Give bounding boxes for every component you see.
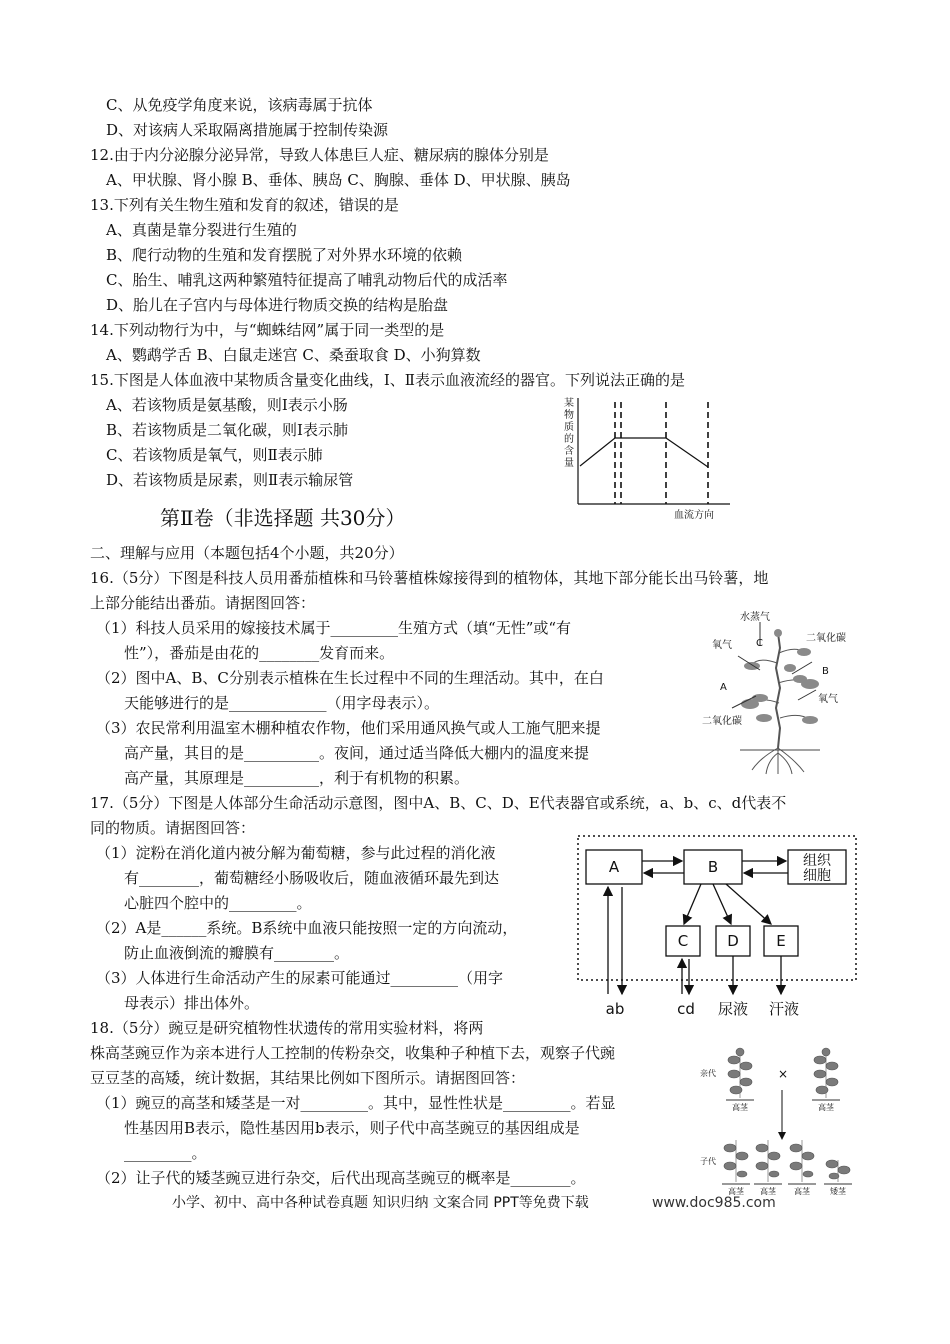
- label-d: D: [727, 932, 739, 950]
- q16-part1: （1）科技人员采用的嫁接技术属于_________生殖方式（填“无性”或“有: [96, 619, 572, 637]
- q17-part1-cont: 有________，葡萄糖经小肠吸收后，随血液循环最先到达: [124, 869, 500, 887]
- child-label: 子代: [700, 1157, 716, 1166]
- graph-ylabel-char: 物: [564, 410, 574, 421]
- graph-ylabel-char: 含: [564, 446, 574, 457]
- q16-stem: 16.（5分）下图是科技人员用番茄植株和马铃薯植株嫁接得到的植物体，其地下部分能长出马铃薯，地: [90, 569, 769, 587]
- q16-part1-cont: 性”），番茄是由花的________发育而来。: [124, 644, 395, 662]
- q17-stem: 17.（5分）下图是人体部分生命活动示意图，图中A、B、C、D、E代表器官或系统，a、b、c、d代表不: [90, 794, 787, 812]
- q16-part2: （2）图中A、B、C分别表示植株在生长过程中不同的生理活动。其中，在白: [96, 669, 604, 687]
- graph-ylabel: [564, 396, 574, 469]
- body-systems-diagram: [576, 834, 860, 1024]
- label-c: C: [677, 932, 689, 950]
- q17-part2: （2）A是______系统。B系统中血液只能按照一定的方向流动，: [96, 919, 518, 937]
- child-tall-label: 高茎: [760, 1187, 776, 1196]
- q15-option-a: A、若该物质是氨基酸，则Ⅰ表示小肠: [106, 396, 348, 414]
- graph-curve: [580, 438, 708, 467]
- part2-title: 第Ⅱ卷（非选择题 共30分）: [160, 506, 406, 530]
- grafted-plant-figure: [700, 608, 868, 778]
- fig-oxygen-label: 氧气: [712, 640, 732, 651]
- q17-stem-cont: 同的物质。请据图回答：: [90, 819, 256, 837]
- graph-ylabel-char: 某: [564, 398, 574, 409]
- fig-co2-label-2: 二氧化碳: [702, 716, 742, 727]
- q18-stem: 18.（5分）豌豆是研究植物性状遗传的常用实验材料，将两: [90, 1019, 484, 1037]
- q18-stem-cont: 株高茎豌豆作为亲本进行人工控制的传粉杂交，收集种子种植下去，观察子代豌: [90, 1044, 616, 1062]
- q15-stem: 15.下图是人体血液中某物质含量变化曲线，Ⅰ、Ⅱ表示血液流经的器官。下列说法正确的是: [90, 371, 685, 389]
- q13-option-a: A、真菌是靠分裂进行生殖的: [106, 221, 297, 239]
- q14-options: A、鹦鹉学舌 B、白鼠走迷宫 C、桑蚕取食 D、小狗算数: [106, 346, 481, 364]
- label-urine: 尿液: [717, 1000, 749, 1018]
- fig-co2-label: 二氧化碳: [806, 633, 846, 644]
- q18-stem-cont2: 豆豆茎的高矮，统计数据，其结果比例如下图所示。请据图回答：: [90, 1069, 526, 1087]
- q14-stem: 14.下列动物行为中，与“蜘蛛结网”属于同一类型的是: [90, 321, 445, 339]
- part2-section-heading: 二、理解与应用（本题包括4个小题，共20分）: [90, 544, 404, 562]
- graph-ylabel-char: 量: [564, 458, 574, 469]
- q12-options: A、甲状腺、肾小腺 B、垂体、胰岛 C、胸腺、垂体 D、甲状腺、胰岛: [106, 171, 571, 189]
- fig-a-label: A: [720, 682, 727, 693]
- q18-part1: （1）豌豆的高茎和矮茎是一对_________。其中，显性性状是_________。若显: [96, 1094, 616, 1112]
- q15-option-b: B、若该物质是二氧化碳，则Ⅰ表示肺: [106, 421, 348, 439]
- q11-option-c: C、从免疫学角度来说，该病毒属于抗体: [106, 96, 373, 114]
- fig-c-label: C: [756, 638, 763, 649]
- cross-symbol: ×: [778, 1067, 789, 1081]
- label-ab: ab: [605, 1000, 625, 1018]
- child-tall-label: 高茎: [794, 1187, 810, 1196]
- q16-part3-cont2: 高产量，其原理是__________，利于有机物的积累。: [124, 769, 470, 787]
- q16-part3: （3）农民常利用温室木棚种植农作物，他们采用通风换气或人工施气肥来提: [96, 719, 601, 737]
- label-cells: 细胞: [803, 868, 831, 884]
- child-short-label: 矮茎: [830, 1187, 846, 1196]
- parent-label: 亲代: [700, 1069, 716, 1078]
- q13-stem: 13.下列有关生物生殖和发育的叙述，错误的是: [90, 196, 399, 214]
- label-tissue: 组织: [803, 853, 831, 869]
- q18-part1-cont: 性基因用B表示，隐性基因用b表示，则子代中高茎豌豆的基因组成是: [124, 1119, 580, 1137]
- graph-ylabel-char: 质: [564, 422, 574, 433]
- label-cd: cd: [677, 1000, 695, 1018]
- q16-part2-cont: 天能够进行的是_____________（用字母表示）。: [124, 694, 440, 712]
- q11-option-d: D、对该病人采取隔离措施属于控制传染源: [106, 121, 389, 139]
- pea-cross-figure: [698, 1040, 866, 1200]
- fig-oxygen-label-2: 氧气: [818, 694, 838, 705]
- label-e: E: [776, 932, 786, 950]
- q13-option-c: C、胎生、哺乳这两种繁殖特征提高了哺乳动物后代的成活率: [106, 271, 508, 289]
- q17-part2-cont: 防止血液倒流的瓣膜有________。: [124, 944, 350, 962]
- q15-option-c: C、若该物质是氧气，则Ⅱ表示肺: [106, 446, 323, 464]
- label-sweat: 汗液: [768, 1000, 800, 1018]
- q13-option-b: B、爬行动物的生殖和发育摆脱了对外界水环境的依赖: [106, 246, 463, 264]
- q15-option-d: D、若该物质是尿素，则Ⅱ表示输尿管: [106, 471, 354, 489]
- footer-url[interactable]: www.doc985.com: [652, 1195, 776, 1211]
- child-tall-label: 高茎: [728, 1187, 744, 1196]
- q16-part3-cont: 高产量，其目的是__________。夜间，通过适当降低大棚内的温度来提: [124, 744, 590, 762]
- parent-tall-label: 高茎: [732, 1103, 748, 1112]
- graph-xlabel: 血流方向: [674, 510, 714, 521]
- q17-part1: （1）淀粉在消化道内被分解为葡萄糖，参与此过程的消化液: [96, 844, 496, 862]
- fig-water-vapor-label: 水蒸气: [740, 612, 770, 623]
- q17-part3: （3）人体进行生命活动产生的尿素可能通过_________（用字: [96, 969, 504, 987]
- q17-part3-cont: 母表示）排出体外。: [124, 994, 260, 1012]
- q17-part1-cont2: 心脏四个腔中的_________。: [124, 894, 312, 912]
- q18-part2: （2）让子代的矮茎豌豆进行杂交，后代出现高茎豌豆的概率是________。: [96, 1169, 586, 1187]
- q12-stem: 12.由于内分泌腺分泌异常，导致人体患巨人症、糖尿病的腺体分别是: [90, 146, 549, 164]
- fig-b-label: B: [822, 666, 829, 677]
- label-b: B: [707, 858, 719, 876]
- q16-stem-cont: 上部分能结出番茄。请据图回答：: [90, 594, 316, 612]
- parent-tall-label: 高茎: [818, 1103, 834, 1112]
- q13-option-d: D、胎儿在子宫内与母体进行物质交换的结构是胎盘: [106, 296, 449, 314]
- footer-text: 小学、初中、高中各种试卷真题 知识归纳 文案合同 PPT等免费下载: [172, 1195, 589, 1211]
- graph-ylabel-char: 的: [564, 434, 574, 445]
- q18-part1-cont2: _________。: [124, 1144, 207, 1162]
- blood-content-graph: [558, 392, 738, 522]
- label-a: A: [608, 858, 620, 876]
